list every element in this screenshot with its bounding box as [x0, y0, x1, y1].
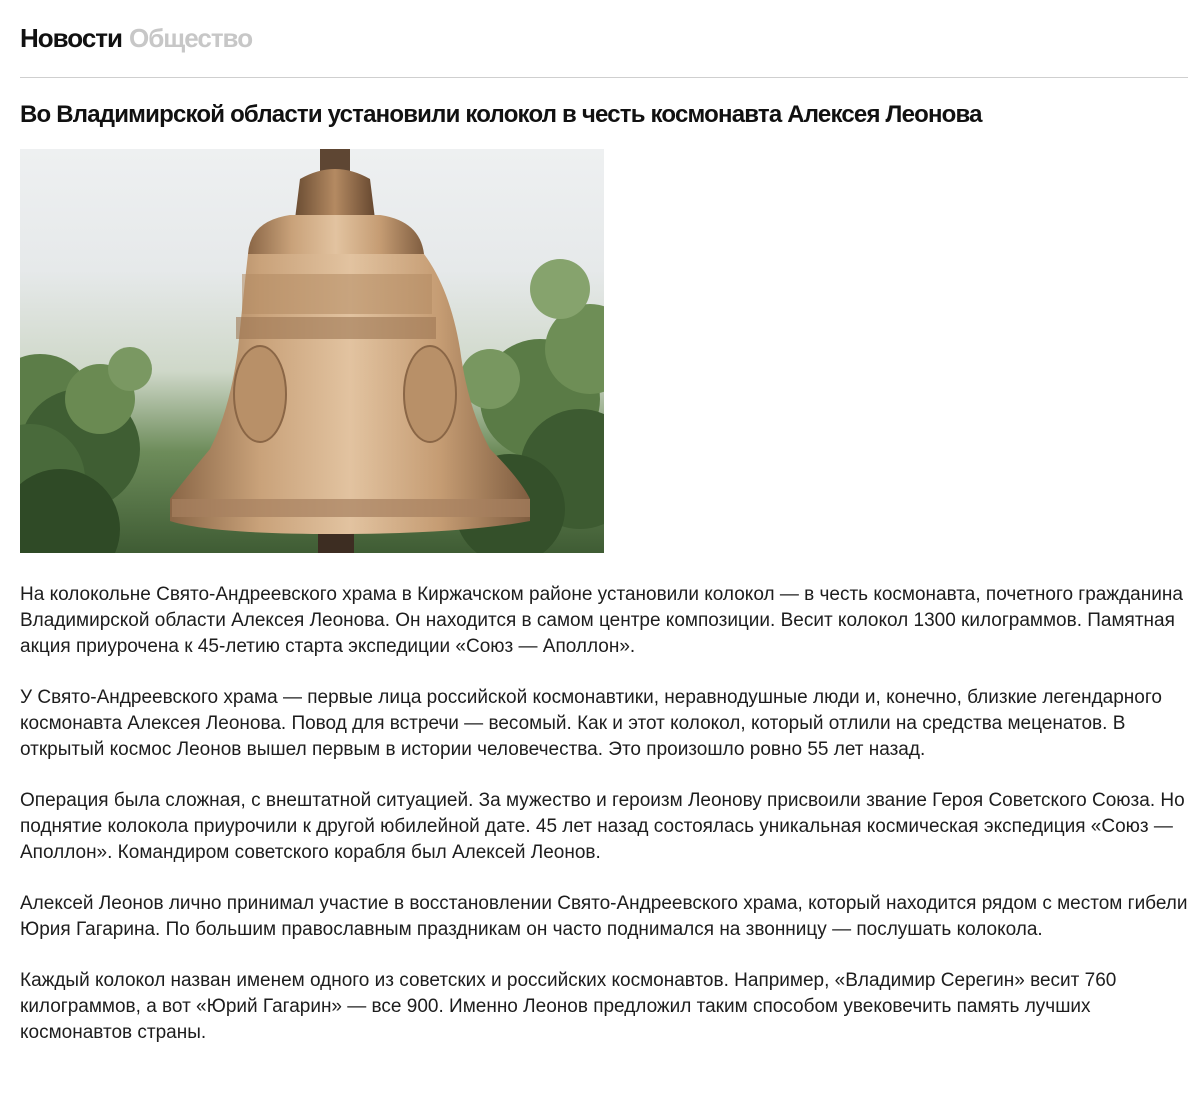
article-paragraph: У Свято-Андреевского храма — первые лица российской космонавтики, неравнодушные люди и, конечно, близкие легендарного космонавта Алексея Леонова. Повод для встречи — весомый. Как и этот колокол, который отлили на средства меценатов. В открытый космос Леонов вышел первым в истории человечества. Это произошло ровно 55 лет назад.	[20, 687, 1162, 760]
section-header	[20, 0, 1188, 78]
article-paragraph: Операция была сложная, с внештатной ситуацией. За мужество и героизм Леонову присвоили звание Героя Советского Союза. Но поднятие колокола приурочили к другой юбилейной дате. 45 лет назад состоялась уникальная космическая экспедиция «Союз — Аполлон». Командиром советского корабля был Алексей Леонов.	[20, 790, 1185, 863]
section-link-news[interactable]: Новости	[20, 23, 123, 53]
news-page	[20, 0, 1188, 1071]
article-photo	[20, 149, 604, 553]
section-link-society[interactable]: Общество	[129, 23, 253, 53]
article-paragraph: Каждый колокол назван именем одного из советских и российских космонавтов. Например, «Владимир Серегин» весит 760 килограммов, а вот «Юрий Гагарин» — все 900. Именно Леонов предложил таким способом увековечить память лучших космонавтов страны.	[20, 970, 1117, 1043]
article-title: Во Владимирской области установили колокол в честь космонавта Алексея Леонова	[20, 101, 982, 128]
bell-illustration	[20, 149, 604, 553]
article-paragraph: Алексей Леонов лично принимал участие в восстановлении Свято-Андреевского храма, который находится рядом с местом гибели Юрия Гагарина. По большим православным праздникам он часто поднимался на звонницу — послушать колокола.	[20, 893, 1188, 940]
trees-left	[20, 347, 152, 553]
article-body	[20, 582, 1188, 1046]
article-paragraph: На колокольне Свято-Андреевского храма в Киржачском районе установили колокол — в честь космонавта, почетного гражданина Владимирской области Алексея Леонова. Он находится в самом центре композиции. Весит колокол 1300 килограммов. Памятная акция приурочена к 45-летию старта экспедиции «Союз — Аполлон».	[20, 584, 1183, 657]
